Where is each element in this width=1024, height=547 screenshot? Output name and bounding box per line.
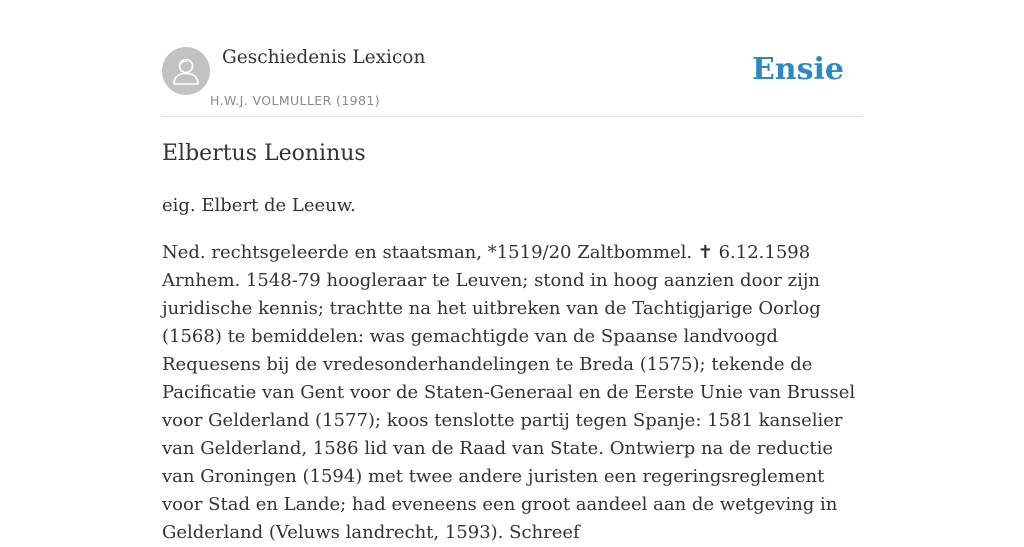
source-author[interactable]: H.W.J. VOLMULLER (1981) <box>210 93 381 108</box>
person-icon <box>162 47 210 95</box>
avatar[interactable] <box>162 47 210 95</box>
article-title: Elbertus Leoninus <box>162 141 366 166</box>
brand-logo[interactable]: Ensie <box>751 52 844 87</box>
article-paragraph-intro: eig. Elbert de Leeuw. <box>162 195 356 216</box>
article-paragraph-body: Ned. rechtsgeleerde en staatsman, *1519/20 Zaltbommel. ✝ 6.12.1598 Arnhem. 1548-79 hoogleraar te Leuven; stond in hoog aanzien door zijn juridische kennis; trachtte na het uitbreken van de Tachtigjarige Oorlog (1568) te bemiddelen: was gemachtigde van de Spaanse landvoogd Requesens bij de vredesonderhandelingen te Breda (1575); tekende de Pacificatie van Gent voor de Staten-Generaal en de Eerste Unie van Brussel voor Gelderland (1577); koos tenslotte partij tegen Spanje: 1581 kanselier van Gelderland, 1586 lid van de Raad van State. Ontwierp na de reductie van Groningen (1594) met twee andere juristen een regeringsreglement voor Stad en Lande; had eveneens een groot aandeel aan de wetgeving in Gelderland (Veluws landrecht, 1593). Schreef <box>162 242 856 543</box>
source-title[interactable]: Geschiedenis Lexicon <box>222 47 426 68</box>
article <box>162 138 862 547</box>
source-header <box>162 46 862 117</box>
